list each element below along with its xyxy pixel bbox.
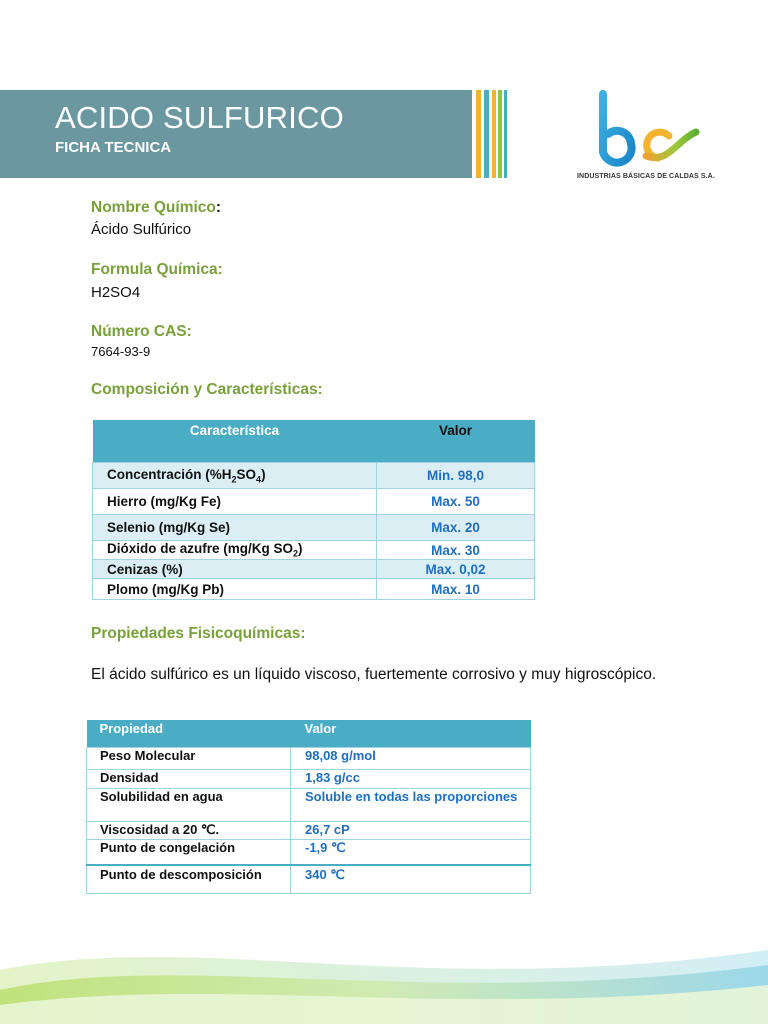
table-row [93, 560, 535, 579]
composition-header-row [93, 420, 535, 463]
row-value: 26,7 cP [291, 822, 531, 840]
document-title: ACIDO SULFURICO [55, 100, 344, 135]
formula-quimica-value: H2SO4 [91, 284, 141, 301]
nombre-quimico-label: Nombre Químico: [91, 199, 222, 216]
row-name: Densidad [87, 770, 291, 789]
table-row [87, 840, 531, 866]
header-valor: Valor [377, 420, 535, 463]
row-name: Dióxido de azufre (mg/Kg $SO_2$) [93, 541, 377, 560]
row-value: -1,9 ℃ [291, 840, 531, 866]
table-row [87, 789, 531, 822]
nombre-quimico-value: Ácido Sulfúrico [91, 221, 192, 238]
row-name: Viscosidad a 20 ℃. [87, 822, 291, 840]
row-value: Max. 0,02 [377, 560, 535, 579]
row-value: Max. 30 [377, 541, 535, 560]
row-name: Cenizas (%) [93, 560, 377, 579]
row-name: Plomo (mg/Kg Pb) [93, 579, 377, 600]
table-row [87, 865, 531, 894]
row-value: Soluble en todas las proporciones [291, 789, 531, 822]
row-name: Hierro (mg/Kg Fe) [93, 489, 377, 515]
logo-caption: INDUSTRIAS BÁSICAS DE CALDAS S.A. [577, 173, 715, 180]
row-name: Peso Molecular [87, 748, 291, 770]
row-value: Max. 50 [377, 489, 535, 515]
stripe-green [498, 90, 502, 178]
properties-header-row [87, 720, 531, 748]
header-valor: Valor [291, 720, 531, 748]
header-propiedad: Propiedad [87, 720, 291, 748]
stripe-orange-2 [492, 90, 496, 178]
propiedades-label: Propiedades Fisicoquímicas: [91, 625, 306, 642]
footer-wave-decoration [0, 930, 768, 1024]
table-row [87, 822, 531, 840]
composition-table [92, 420, 535, 600]
table-row [93, 489, 535, 515]
stripe-blue-2 [504, 90, 507, 178]
numero-cas-value: 7664-93-9 [91, 344, 151, 359]
table-row [93, 541, 535, 560]
numero-cas-label: Número CAS: [91, 323, 192, 340]
table-row [87, 748, 531, 770]
description-paragraph: El ácido sulfúrico es un líquido viscoso, fuertemente corrosivo y muy higroscópico. [91, 666, 657, 683]
table-row [87, 770, 531, 789]
row-name: Concentración $(\%H_2SO_4)$ [93, 463, 377, 489]
header-caracteristica: Característica [93, 420, 377, 463]
stripe-blue [484, 90, 489, 178]
stripe-orange [476, 90, 481, 178]
document-subtitle: FICHA TECNICA [55, 139, 172, 156]
row-value: 98,08 g/mol [291, 748, 531, 770]
ibc-logo-icon [576, 86, 726, 186]
row-name: Punto de descomposición [87, 865, 291, 894]
row-value: 1,83 g/cc [291, 770, 531, 789]
row-value: Max. 10 [377, 579, 535, 600]
row-value: Min. 98,0 [377, 463, 535, 489]
formula-quimica-label: Formula Química: [91, 261, 223, 278]
table-row [93, 579, 535, 600]
row-name: Punto de congelación [87, 840, 291, 866]
properties-table [86, 720, 531, 894]
row-value: 340 ℃ [291, 865, 531, 894]
table-row [93, 463, 535, 489]
composicion-label: Composición y Características: [91, 381, 323, 398]
row-name: Selenio (mg/Kg Se) [93, 515, 377, 541]
table-row [93, 515, 535, 541]
row-name: Solubilidad en agua [87, 789, 291, 822]
row-value: Max. 20 [377, 515, 535, 541]
